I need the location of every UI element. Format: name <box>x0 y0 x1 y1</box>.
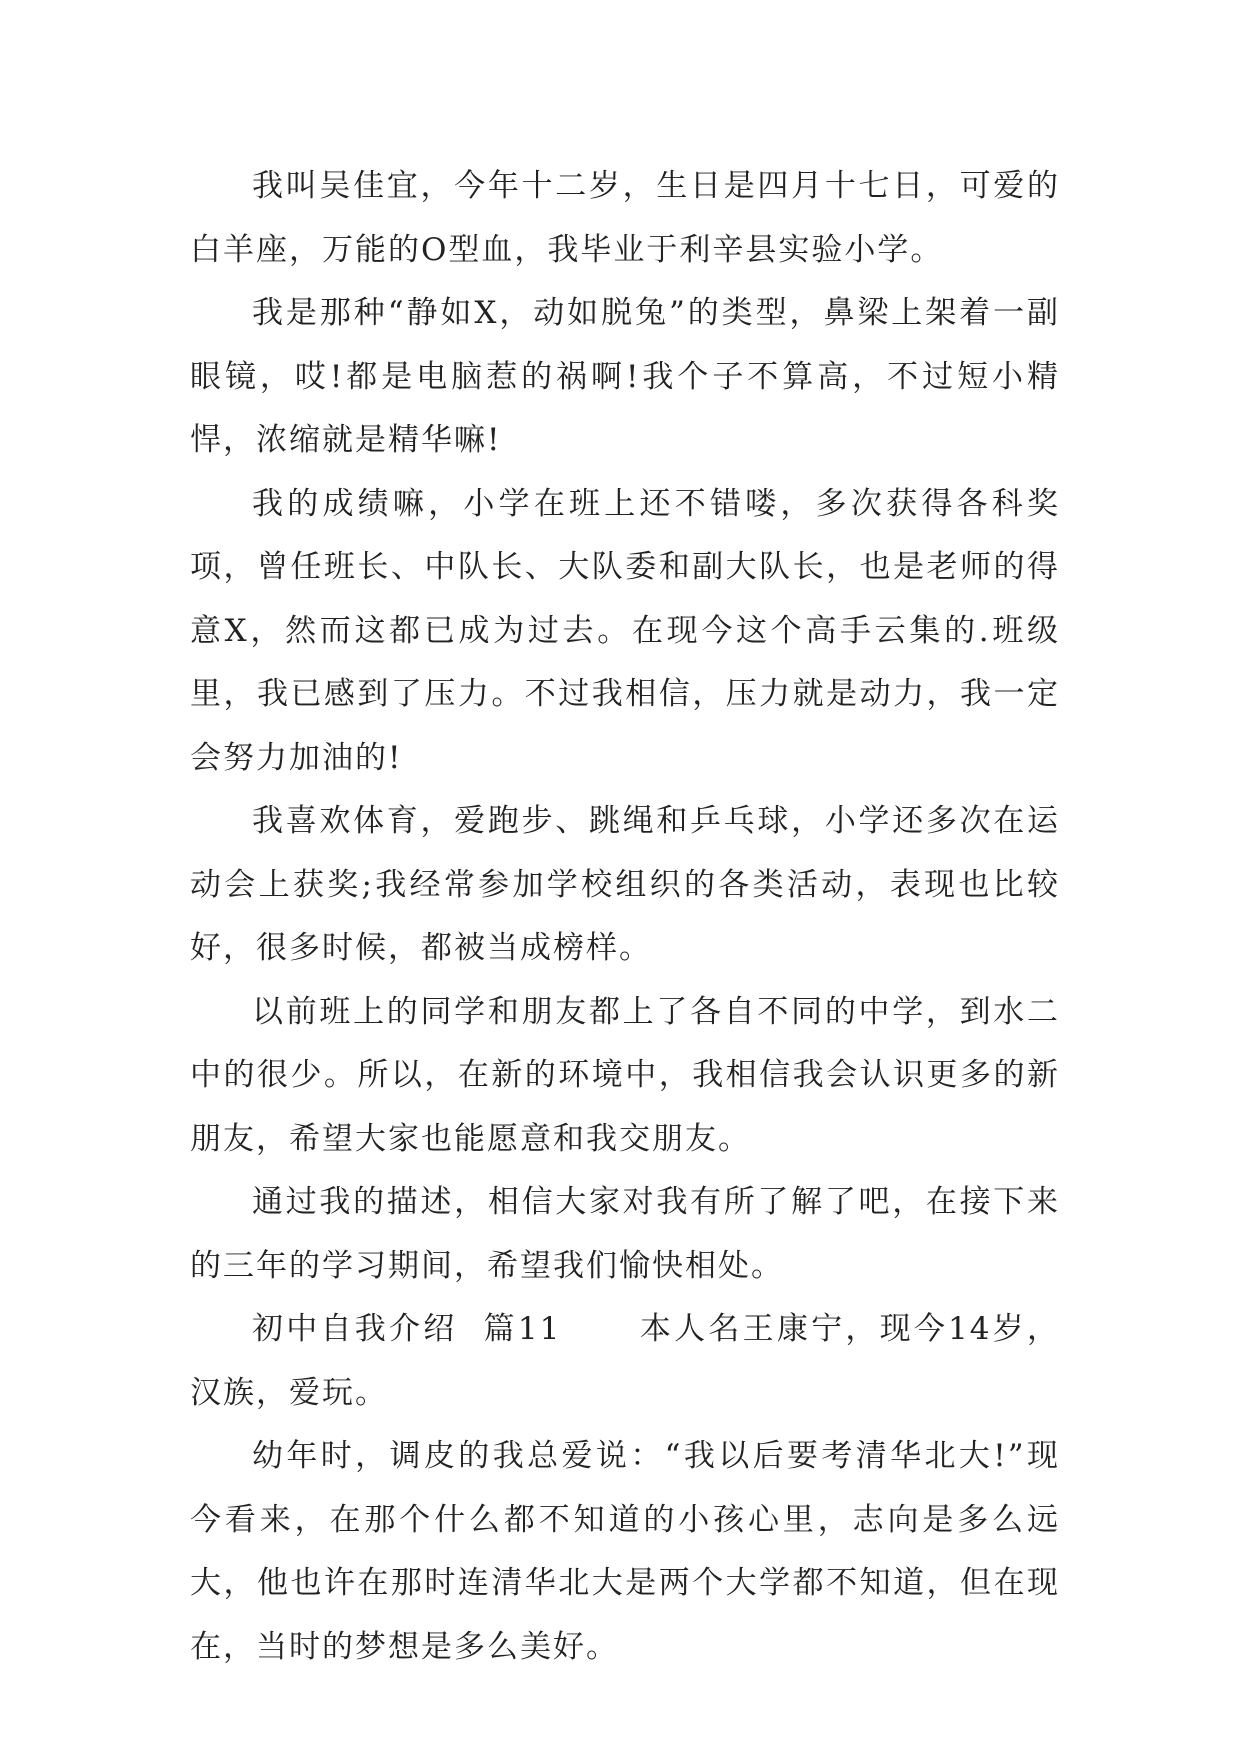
paragraph: 我是那种“静如X，动如脱兔”的类型，鼻梁上架着一副眼镜，哎!都是电脑惹的祸啊!我个子不算高，不过短小精悍，浓缩就是精华嘛! <box>190 295 1060 458</box>
paragraph: 我的成绩嘛，小学在班上还不错喽，多次获得各科奖项，曾任班长、中队长、大队委和副大队长，也是老师的得意X，然而这都已成为过去。在现今这个高手云集的.班级里，我已感到了压力。不过我相信，压力就是动力，我一定会努力加油的! <box>190 485 1060 776</box>
document-body <box>190 155 1060 1679</box>
paragraph: 我喜欢体育，爱跑步、跳绳和乒乓球，小学还多次在运动会上获奖;我经常参加学校组织的各类活动，表现也比较好，很多时候，都被当成榜样。 <box>190 803 1060 966</box>
section-heading-paragraph: 初中自我介绍 篇11 本人名王康宁，现今14岁，汉族，爱玩。 <box>190 1311 1060 1411</box>
paragraph: 通过我的描述，相信大家对我有所了解了吧，在接下来的三年的学习期间，希望我们愉快相处。 <box>190 1184 1060 1284</box>
paragraph: 以前班上的同学和朋友都上了各自不同的中学，到水二中的很少。所以，在新的环境中，我相信我会认识更多的新朋友，希望大家也能愿意和我交朋友。 <box>190 993 1060 1157</box>
paragraph: 我叫吴佳宜，今年十二岁，生日是四月十七日，可爱的白羊座，万能的O型血，我毕业于利辛县实验小学。 <box>190 168 1060 268</box>
paragraph: 幼年时，调皮的我总爱说：“我以后要考清华北大!”现今看来，在那个什么都不知道的小孩心里，志向是多么远大，他也许在那时连清华北大是两个大学都不知道，但在现在，当时的梦想是多么美好。 <box>190 1438 1060 1665</box>
